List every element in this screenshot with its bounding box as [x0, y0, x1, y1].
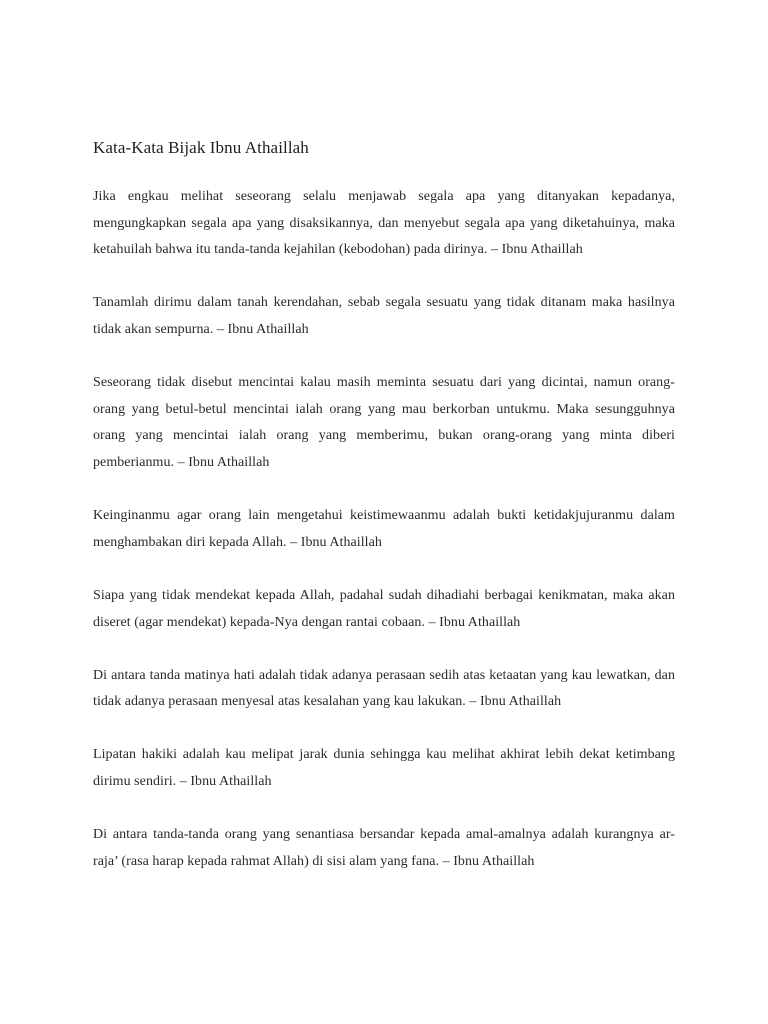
quote-paragraph: Keinginanmu agar orang lain mengetahui keistimewaanmu adalah bukti ketidakjujuranmu dalam menghambakan diri kepada Allah. – Ibnu Athaillah	[93, 508, 675, 550]
quote-paragraph: Siapa yang tidak mendekat kepada Allah, padahal sudah dihadiahi berbagai kenikmatan, maka akan diseret (agar mendekat) kepada-Nya dengan rantai cobaan. – Ibnu Athaillah	[93, 587, 675, 630]
document-title: Kata-Kata Bijak Ibnu Athaillah	[93, 138, 309, 157]
quote-paragraph: Di antara tanda matinya hati adalah tidak adanya perasaan sedih atas ketaatan yang kau lewatkan, dan tidak adanya perasaan menyesal atas kesalahan yang kau lakukan. – Ibnu Athaillah	[93, 667, 675, 710]
quote-paragraph: Seseorang tidak disebut mencintai kalau masih meminta sesuatu dari yang dicintai, namun orang-orang yang betul-betul mencintai ialah orang yang mau berkorban untukmu. Maka sesungguhnya orang yang mencintai ialah orang yang memberimu, bukan orang-orang yang minta diberi pemberianmu. – Ibnu Athaillah	[93, 375, 675, 470]
document-page	[93, 133, 675, 902]
quote-paragraph: Jika engkau melihat seseorang selalu menjawab segala apa yang ditanyakan kepadanya, mengungkapkan segala apa yang disaksikannya, dan menyebut segala apa yang diketahuinya, maka ketahuilah bahwa itu tanda-tanda kejahilan (kebodohan) pada dirinya. – Ibnu Athaillah	[93, 189, 675, 258]
quote-paragraph: Di antara tanda-tanda orang yang senantiasa bersandar kepada amal-amalnya adalah kurangnya ar-raja’ (rasa harap kepada rahmat Allah) di sisi alam yang fana. – Ibnu Athaillah	[93, 827, 675, 869]
quote-paragraph: Lipatan hakiki adalah kau melipat jarak dunia sehingga kau melihat akhirat lebih dekat ketimbang dirimu sendiri. – Ibnu Athaillah	[93, 747, 675, 790]
quote-paragraph: Tanamlah dirimu dalam tanah kerendahan, sebab segala sesuatu yang tidak ditanam maka hasilnya tidak akan sempurna. – Ibnu Athaillah	[93, 295, 675, 337]
